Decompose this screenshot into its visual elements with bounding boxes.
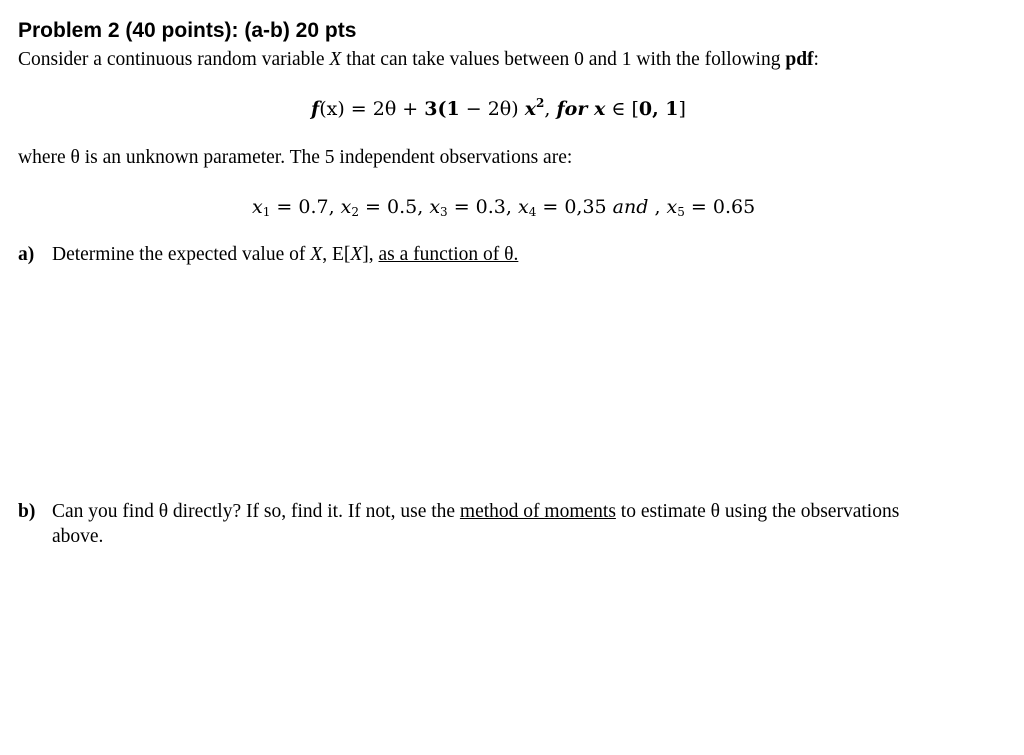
obs-x4-sub: 4 xyxy=(528,205,537,219)
pdf-x2: x xyxy=(587,98,606,120)
part-b-label: b) xyxy=(18,501,36,522)
intro-suffix: : xyxy=(813,49,819,70)
obs-x1: x xyxy=(252,196,263,218)
part-b-continuation: above. xyxy=(52,526,104,547)
part-a-text-pre: Determine the expected value of xyxy=(52,244,311,265)
part-a-label: a) xyxy=(18,244,35,265)
observations-line xyxy=(252,195,755,219)
pdf-minus: − 2θ) xyxy=(459,98,525,120)
pdf-exp: 2 xyxy=(536,96,545,110)
obs-x1-val: = 0.7, xyxy=(270,196,341,218)
pdf-three: 3 xyxy=(424,98,438,120)
obs-x2: x xyxy=(340,196,352,218)
part-b-text-post: to estimate θ using the observations xyxy=(615,501,900,522)
obs-and: and xyxy=(612,196,649,218)
part-a-var2: X xyxy=(350,244,363,265)
part-a-underlined: as a function of θ. xyxy=(378,244,519,265)
where-text: where θ is an unknown parameter. The 5 independent observations are: xyxy=(18,147,573,168)
pdf-for: for xyxy=(556,98,588,120)
part-a-text-post: ], xyxy=(362,244,379,265)
obs-x3-sub: 3 xyxy=(440,205,448,219)
intro-prefix: Consider a continuous random variable xyxy=(18,49,330,70)
obs-x5-val: = 0.65 xyxy=(684,196,756,218)
pdf-comma: , xyxy=(544,98,557,120)
intro-middle: that can take values between 0 and 1 with the following xyxy=(341,49,786,70)
pdf-formula xyxy=(311,97,686,121)
obs-x3: x xyxy=(429,196,441,218)
part-b-underlined: method of moments xyxy=(459,501,616,522)
intro-paragraph xyxy=(18,48,819,72)
part-b-question xyxy=(18,500,899,524)
pdf-arg: (x) xyxy=(319,98,345,120)
problem-heading: Problem 2 (40 points): (a-b) 20 pts xyxy=(18,19,357,42)
obs-x2-sub: 2 xyxy=(351,205,360,219)
pdf-x: x xyxy=(524,98,537,120)
pdf-in: ∈ [ xyxy=(605,98,639,120)
intro-pdf-word: pdf xyxy=(785,49,814,70)
part-a-text-mid: , E[ xyxy=(322,244,351,265)
intro-variable: X xyxy=(329,49,342,70)
pdf-paren: (1 xyxy=(437,98,460,120)
part-a-var: X xyxy=(310,244,323,265)
pdf-range: 0, 1 xyxy=(638,98,679,120)
part-b-text-pre: Can you find θ directly? If so, find it. If not, use the xyxy=(52,501,460,522)
obs-x3-val: = 0.3, xyxy=(447,196,518,218)
pdf-f: f xyxy=(311,98,320,120)
obs-x5-pre: , xyxy=(648,196,667,218)
pdf-close: ] xyxy=(678,98,686,120)
obs-x2-val: = 0.5, xyxy=(359,196,430,218)
pdf-eq: = 2θ + xyxy=(344,98,425,120)
obs-x5-sub: 5 xyxy=(677,205,685,219)
obs-x4: x xyxy=(517,196,529,218)
part-a-question xyxy=(18,243,518,267)
obs-x1-sub: 1 xyxy=(262,205,271,219)
obs-x4-val: = 0,35 xyxy=(536,196,613,218)
obs-x5: x xyxy=(666,196,678,218)
